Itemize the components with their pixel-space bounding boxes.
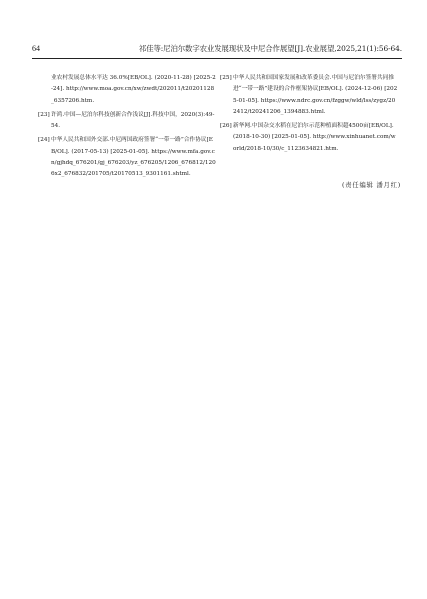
reference-column-left bbox=[38, 73, 216, 184]
reference-item-25 bbox=[220, 73, 398, 118]
header-rule bbox=[32, 58, 402, 59]
reference-number: [24] bbox=[38, 137, 50, 144]
responsible-editor-note: (责任编辑 潘月红) bbox=[342, 182, 401, 189]
reference-text: 新华网.中国杂交水稻在尼泊尔示范种植面积超4500亩[EB/OL]. (2018-10-30) [2025-01-05]. http://www.xinhuanet.com/world/2018-10/30/c_1123634821.htm. bbox=[233, 123, 396, 152]
reference-item-24 bbox=[38, 135, 216, 180]
reference-item-26 bbox=[220, 121, 398, 155]
reference-text: 许鸿.中国—尼泊尔科技创新合作浅议[J].科技中国，2020(3):49-54. bbox=[51, 111, 215, 130]
reference-item-23 bbox=[38, 110, 216, 133]
reference-number: [23] bbox=[38, 111, 50, 118]
reference-column-right bbox=[220, 73, 398, 158]
reference-text: 中华人民共和国国家发展和改革委员会.中国与尼泊尔签署共同推进“一带一路”建设的合作框架协议[EB/OL]. (2024-12-06) [2025-01-05]. https://www.ndrc.gov.cn/fzggw/wld/lss/zygz/202412/t20241206_1394883.html. bbox=[233, 75, 398, 115]
page-number: 64 bbox=[32, 44, 40, 53]
reference-number: [25] bbox=[220, 75, 232, 81]
reference-continuation bbox=[38, 73, 216, 107]
reference-text: 业农村发展总体水平达 36.0%[EB/OL]. (2020-11-28) [2025-2-24]. http://www.moa.gov.cn/xw/zwdt/202011/t20201128_6357206.htm. bbox=[51, 75, 216, 104]
reference-text: 中华人民共和国外交部.中尼两国政府签署“一带一路”合作协议[EB/OL]. (2017-05-13) [2025-01-05]. https://www.mfa.gov.cn/gjhdq_676201/gj_676203/yz_676205/1206_676812/1206x2_676832/201705/t20170513_9301161.shtml. bbox=[51, 137, 216, 178]
running-head-citation: 祁佳等:尼泊尔数字农业发展现状及中尼合作展望[J].农业展望,2025,21(1):56-64. bbox=[138, 44, 402, 53]
reference-number: [26] bbox=[220, 123, 232, 130]
page-header bbox=[32, 42, 402, 56]
